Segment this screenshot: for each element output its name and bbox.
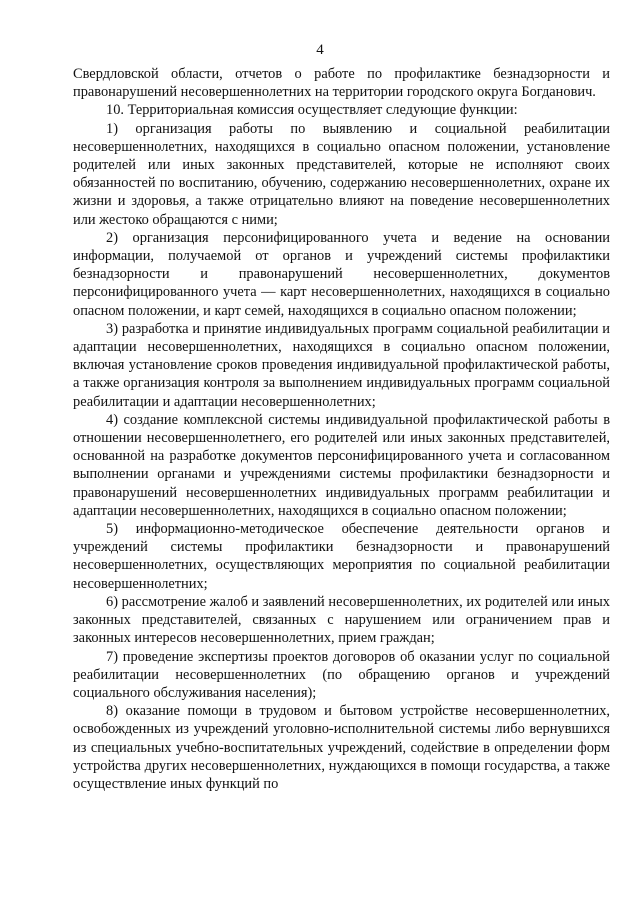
document-body <box>73 65 610 793</box>
page-number: 4 <box>316 42 324 58</box>
paragraph-clause-10: 10. Территориальная комиссия осуществляет следующие функции: <box>106 102 518 119</box>
list-item-2: 2) организация персонифицированного учета и ведение на основании информации, получаемой от органов и учреждений системы профилактики безнадзорности и правонарушений несовершеннолетних, документов персонифицированного учета — карт несовершеннолетних, находящихся в социально опасном положении, и карт семей, находящихся в социально опасном положении; <box>73 229 610 319</box>
list-item-3: 3) разработка и принятие индивидуальных программ социальной реабилитации и адаптации несовершеннолетних, находящихся в социально опасном положении, включая установление сроков проведения индивидуальной профилактической работы, а также организация контроля за выполнением индивидуальных программ социальной реабилитации и адаптации несовершеннолетних; <box>73 320 610 410</box>
list-item-6: 6) рассмотрение жалоб и заявлений несовершеннолетних, их родителей или иных законных представителей, связанных с нарушением или ограничением прав и законных интересов несовершеннолетних, прием граждан; <box>73 593 610 647</box>
list-item-7: 7) проведение экспертизы проектов договоров об оказании услуг по социальной реабилитации несовершеннолетних (по обращению органов и учреждений социального обслуживания населения); <box>73 648 610 701</box>
list-item-5: 5) информационно-методическое обеспечение деятельности органов и учреждений системы профилактики безнадзорности и правонарушений несовершеннолетних, осуществляющих мероприятия по социальной реабилитации несовершеннолетних; <box>73 521 610 592</box>
paragraph-intro: Свердловской области, отчетов о работе по профилактике безнадзорности и правонарушений несовершеннолетних на территории городского округа Богданович. <box>73 66 610 101</box>
list-item-4: 4) создание комплексной системы индивидуальной профилактической работы в отношении несовершеннолетнего, его родителей или иных законных представителей, основанной на разработке документов персонифицированного учета и согласованном выполнении органами и учреждениями системы профилактики безнадзорности и правонарушений несовершеннолетних индивидуальных программ реабилитации и адаптации несовершеннолетних, находящихся в социально опасном положении; <box>73 411 610 519</box>
list-item-8: 8) оказание помощи в трудовом и бытовом устройстве несовершеннолетних, освобожденных из учреждений уголовно-исполнительной системы либо вернувшихся из специальных учебно-воспитательных учреждений, содействие в определении форм устройства других несовершеннолетних, нуждающихся в помощи государства, а также осуществление иных функций по <box>73 703 610 792</box>
list-item-1: 1) организация работы по выявлению и социальной реабилитации несовершеннолетних, находящихся в социально опасном положении, установление родителей или иных законных представителей, которые не исполняют своих обязанностей по воспитанию, обучению, содержанию несовершеннолетних, охране их жизни и здоровья, а также отрицательно влияют на поведение несовершеннолетних или жестоко обращаются с ними; <box>73 120 610 228</box>
